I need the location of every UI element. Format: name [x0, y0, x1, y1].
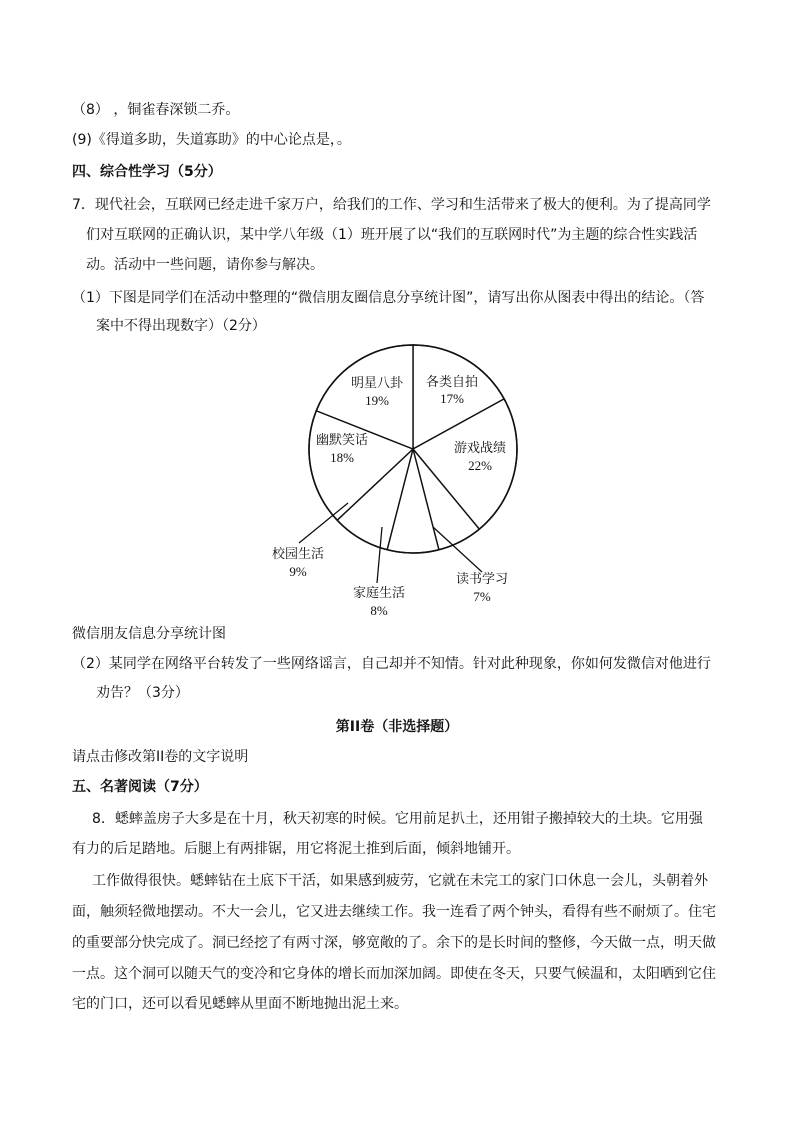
q7-2-line: 劝告？（3分） — [96, 685, 189, 701]
slice-value: 18% — [330, 450, 354, 465]
slice-label: 读书学习 — [455, 571, 509, 586]
q8-line: 工作做得很快。蟋蟀钻在土底下干活，如果感到疲劳，它就在未完工的家门口休息一会儿，头朝着外 — [92, 873, 708, 889]
slice-label: 游戏战绩 — [453, 440, 507, 455]
q7-line: 动。活动中一些问题，请你参与解决。 — [86, 257, 324, 273]
section5-title: 五、名著阅读（7分） — [72, 779, 208, 795]
slice-value: 8% — [370, 603, 388, 618]
q8-line: 有力的后足踏地。后腿上有两排锯，用它将泥土推到后面，倾斜地铺开。 — [72, 841, 520, 857]
slice-value: 17% — [440, 391, 464, 406]
q8-fill-blank: （8） ，铜雀春深锁二乔。 — [72, 102, 240, 118]
q8-line: 面，触须轻微地摆动。不大一会儿，它又进去继续工作。我一连看了两个钟头，看得有些不耐烦了。住宅 — [72, 904, 716, 920]
q7-line: 们对互联网的正确认识，某中学八年级（1）班开展了以“我们的互联网时代”为主题的综合性实践活 — [86, 227, 698, 243]
slice-value: 19% — [365, 393, 389, 408]
slice-label: 明星八卦 — [350, 375, 404, 390]
q9-fill-blank: (9)《得道多助，失道寡助》的中心论点是，。 — [72, 132, 351, 148]
part2-note: 请点击修改第II卷的文字说明 — [72, 749, 249, 765]
q8-line: 一点。这个洞可以随天气的变冷和它身体的增长而加深加阔。即使在冬天，只要气候温和，太阳晒到它住 — [72, 966, 716, 982]
slice-label: 各类自拍 — [425, 374, 479, 389]
q7-1-line: 案中不得出现数字）（2分） — [96, 318, 266, 334]
chart-caption: 微信朋友信息分享统计图 — [72, 626, 226, 642]
q7-2-line: （2）某同学在网络平台转发了一些网络谣言，自己却并不知情。针对此种现象，你如何发微信对他进行 — [72, 656, 711, 672]
slice-value: 9% — [289, 564, 307, 579]
part2-title: 第II卷（非选择题） — [335, 719, 459, 735]
q8-line: 宅的门口，还可以看见蟋蟀从里面不断地抛出泥土来。 — [72, 996, 408, 1012]
slice-label: 校园生活 — [271, 546, 325, 561]
q8-line: 8．蟋蟀盖房子大多是在十月，秋天初寒的时候。它用前足扒土，还用钳子搬掉较大的土块。它用强 — [92, 811, 703, 827]
section4-title: 四、综合性学习（5分） — [72, 164, 222, 180]
q7-1-line: （1）下图是同学们在活动中整理的“微信朋友圈信息分享统计图”，请写出你从图表中得出的结论。（答 — [72, 290, 705, 306]
q8-line: 的重要部分快完成了。洞已经挖了有两寸深，够宽敞的了。余下的是长时间的整修，今天做一点，明天做 — [72, 935, 716, 951]
slice-value: 22% — [468, 458, 492, 473]
slice-label: 幽默笑话 — [315, 432, 369, 447]
slice-value: 7% — [473, 589, 491, 604]
q7-line: 7．现代社会，互联网已经走进千家万户，给我们的工作、学习和生活带来了极大的便利。为了提高同学 — [72, 197, 711, 213]
slice-label: 家庭生活 — [352, 585, 406, 600]
